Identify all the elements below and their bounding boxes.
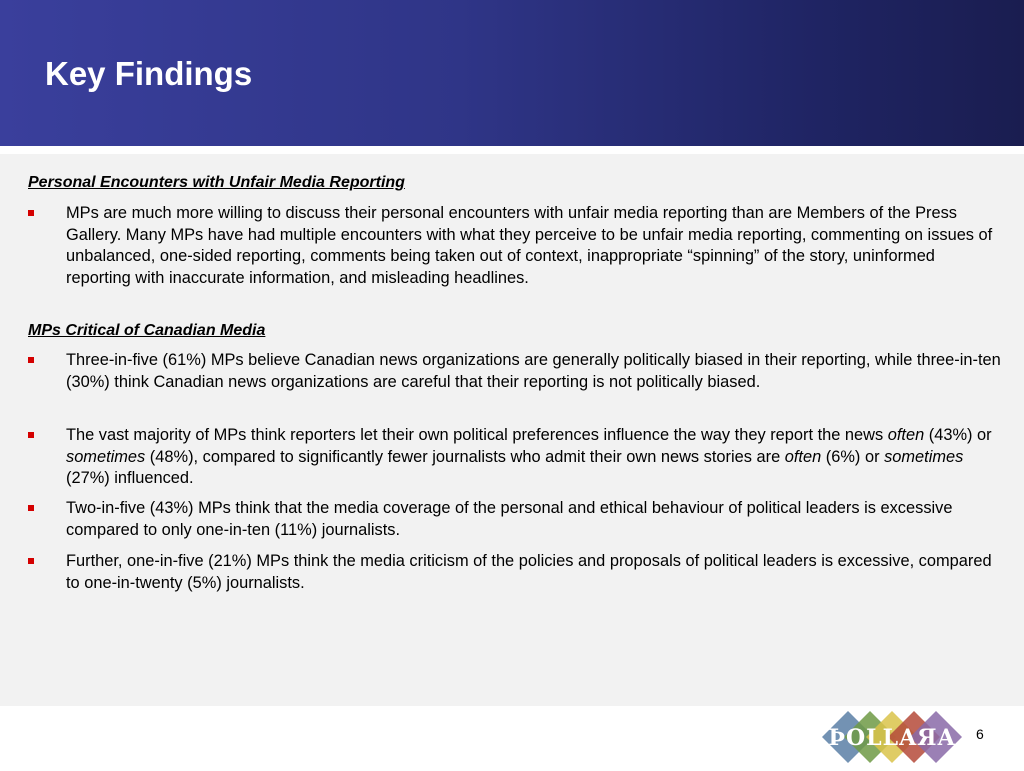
page-number: 6: [976, 726, 984, 742]
bullet-item: [28, 350, 1003, 393]
bullet-icon: [28, 432, 34, 438]
bullet-text: Three-in-five (61%) MPs believe Canadian news organizations are generally politically biased in their reporting, while three-in-ten (30%) think Canadian news organizations are careful that their reporting is not politically biased.: [66, 351, 1001, 391]
svg-text:ÞOLLAЯA: ÞOLLAЯA: [828, 725, 956, 751]
bullet-text: Further, one-in-five (21%) MPs think the media criticism of the policies and proposals of political leaders is excessive, compared to one-in-twenty (5%) journalists.: [66, 552, 992, 592]
slide-title: Key Findings: [45, 55, 253, 92]
section-heading-mps-critical: MPs Critical of Canadian Media: [28, 322, 266, 339]
pollara-logo-icon: [820, 708, 980, 766]
bullet-item: [28, 203, 1003, 289]
bullet-item: [28, 498, 1003, 541]
bullet-icon: [28, 505, 34, 511]
bullet-icon: [28, 558, 34, 564]
bullet-text: Two-in-five (43%) MPs think that the media coverage of the personal and ethical behaviour of political leaders is excessive compared to only one-in-ten (11%) journalists.: [66, 499, 953, 539]
bullet-item: [28, 551, 1003, 594]
section-heading-personal-encounters: Personal Encounters with Unfair Media Reporting: [28, 174, 405, 191]
bullet-text: MPs are much more willing to discuss their personal encounters with unfair media reporting than are Members of the Press Gallery. Many MPs have had multiple encounters with what they perceive to be unfair media reporting, commenting on issues of unbalanced, one-sided reporting, comments being taken out of context, inappropriate “spinning” of the story, uninformed reporting with inaccurate information, and misleading headlines.: [66, 204, 993, 287]
bullet-item: [28, 425, 1003, 490]
bullet-text: The vast majority of MPs think reporters let their own political preferences influence the way they report the news often (43%) or sometimes (48%), compared to significantly fewer journalists who admit their own news stories are often (6%) or sometimes (27%) influenced.: [66, 426, 992, 487]
pollara-logo: [820, 708, 980, 766]
bullet-icon: [28, 210, 34, 216]
slide-header: [0, 0, 1024, 146]
bullet-icon: [28, 357, 34, 363]
